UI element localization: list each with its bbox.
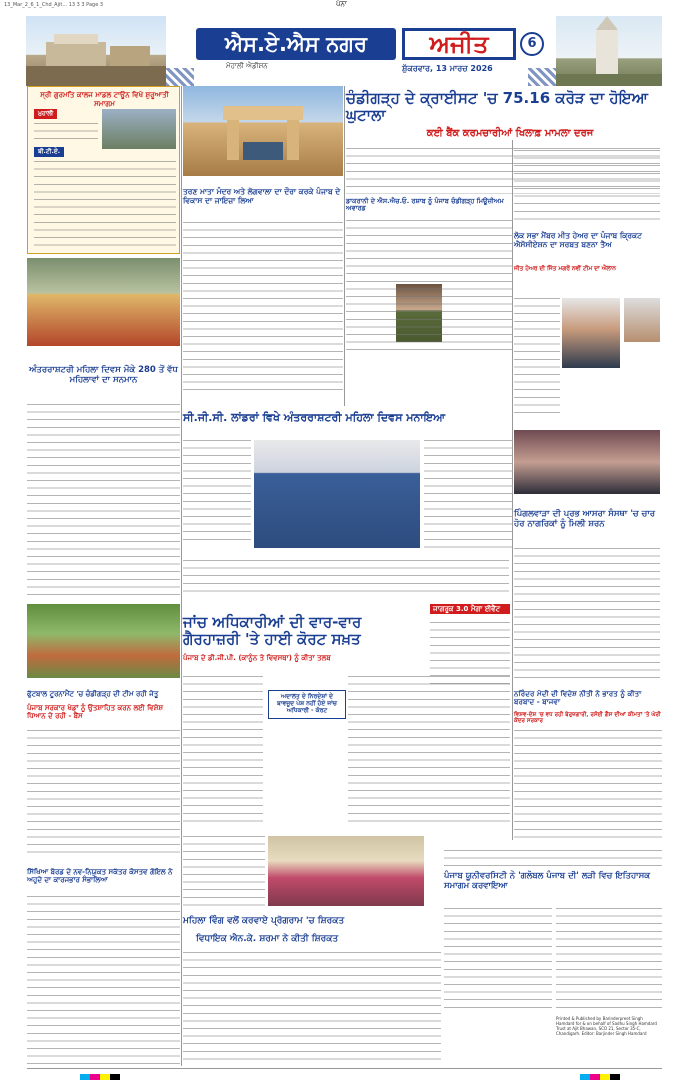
university-body [444,908,552,1012]
cgc-students-photo [254,440,420,548]
color-registration-bar-right [580,1074,620,1080]
color-registration-bar-left [80,1074,120,1080]
shelter-headline: ਪਿੰਗਲਵਾੜਾ ਦੀ ਪ੍ਰਭ ਆਸਰਾ ਸੰਸਥਾ 'ਚ ਚਾਰ ਹੋਰ ਨਾਗਰਿਕਾਂ ਨੂੰ ਮਿਲੀ ਸ਼ਰਨ [514,509,656,529]
inset-portrait-photo [624,298,660,342]
centre-body-text [183,222,343,394]
court-headline: ਜਾਂਚ ਅਧਿਕਾਰੀਆਂ ਦੀ ਵਾਰ-ਵਾਰ ਗੈਰਹਾਜ਼ਰੀ 'ਤੇ ਹਾਈ ਕੋਰਟ ਸਖ਼ਤ [183,613,362,649]
strip-page-label: ਪੰਨਾ [336,0,347,8]
education-headline: ਸਿੱਖਿਆ ਬੋਰਡ ਦੇ ਨਵ-ਨਿਯੁਕਤ ਸਕੱਤਰ ਕੋਸਤਵ ਗੋਇਲ ਨੇ ਅਹੁਦੇ ਦਾ ਕਾਰਜਭਾਰ ਸੰਭਾਲਿਆ [27,868,173,885]
modi-headline: ਨਰਿੰਦਰ ਮੋਦੀ ਦੀ ਵਿਦੇਸ਼ ਨੀਤੀ ਨੇ ਭਾਰਤ ਨੂੰ ਕੀਤਾ ਬਰਬਾਦ - ਬਾਜਵਾ [514,689,642,707]
modi-subhead: ਵਿਸ਼ਵ-ਦੇਸ਼ 'ਚ ਵਧ ਰਹੀ ਬੇਰੁਜ਼ਗਾਰੀ, ਰਸੋਈ ਗੈਸ ਦੀਆਂ ਕੀਮਤਾਂ 'ਤੇ ਘੇਰੀ ਕੇਂਦਰ ਸਰਕਾਰ [514,712,661,725]
football-team-photo [27,604,180,678]
cricket-body-text [514,298,560,418]
court-lead-text [183,560,509,594]
lead-subhead: ਕਈ ਬੈਂਕ ਕਰਮਚਾਰੀਆਂ ਖਿਲਾਫ਼ ਮਾਮਲਾ ਦਰਜ [426,128,594,139]
court-boxed-quote: ਅਦਾਲਤ ਦੇ ਨਿਰਦੇਸ਼ਾਂ ਦੇ ਬਾਵਜੂਦ ਪੇਸ਼ ਨਹੀਂ ਹੋਏ ਜਾਂਚ ਅਧਿਕਾਰੀ - ਕੋਰਟ [268,690,346,719]
group-felicitation-photo [27,258,180,346]
promo-text-lines-lower [34,161,176,249]
bottom-rule [27,1068,662,1069]
police-headline: ਡਾਕਰਾਨੀ ਦੇ ਐਸ.ਐਚ.ਓ. ਰਸ਼ਾਬ ਨੂੰ ਪੰਜਾਬ ਚੰਡੀਗੜ੍ਹ ਮਿਊਜ਼ੀਅਮ ਅਵਾਰਡ [346,197,504,213]
women-day-headline: ਅੰਤਰਰਾਸ਼ਟਰੀ ਮਹਿਲਾ ਦਿਵਸ ਮੌਕੇ 280 ਤੋਂ ਵੱਧ ਮਹਿਲਾਵਾਂ ਦਾ ਸਨਮਾਨ [29,365,178,385]
temple-photo-caption [183,178,343,185]
cricket-subhead: ਜੀਤ ਹੋਅਰ ਦੀ ਜਿੱਤ ਮਗਰੋਂ ਨਵੀਂ ਟੀਮ ਦਾ ਐਲਾਨ [514,266,616,272]
column-rule-2 [344,86,345,406]
page-number: 6 [520,32,544,56]
football-subhead: ਪੰਜਾਬ ਸਰਕਾਰ ਖੇਡਾਂ ਨੂੰ ਉਤਸ਼ਾਹਿਤ ਕਰਨ ਲਈ ਵਿਸ਼ੇਸ਼ ਧਿਆਨ ਦੇ ਰਹੀ - ਬੈਂਸ [27,704,164,721]
women-program-headline: ਮਹਿਲਾ ਵਿੰਗ ਵਲੋਂ ਕਰਵਾਏ ਪ੍ਰੋਗਰਾਮ 'ਚ ਸ਼ਿਰਕਤ [183,916,345,926]
pattern-left [166,68,194,86]
mp-portrait-photo [562,298,620,368]
shelter-body [514,548,660,678]
university-body-right [556,908,662,1012]
promo-text-lines [34,123,98,145]
gate-illustration [183,86,343,176]
masthead-photo-left [26,16,166,86]
promo-badge-secondary: ਬੀ.ਟੀ.ਏ. [34,147,64,157]
imprint: Printed & Published by Barinderpreet Singh Hamdard for & on behalf of Sadhu Singh Hamdard Trust at Ajit Bhawan, SCO 21, Sector 35-C, Chandigarh. Editor: Barjinder Singh Hamdard [556,1016,657,1036]
right-column-text [514,150,660,226]
shelter-residents-photo [514,430,660,494]
building-illustration [26,16,166,86]
church-illustration [556,16,662,86]
masthead-center [166,22,556,82]
mla-body [183,952,441,1064]
temple-gate-photo [183,86,343,176]
masthead-photo-right [556,16,662,86]
jagrook-tag: ਜਾਗਰੂਕ 3.0 ਮੈਗਾ ਈਵੈਂਟ [430,604,510,614]
promo-photo [102,109,176,149]
football-body [27,730,180,856]
university-headline: ਪੰਜਾਬ ਯੂਨੀਵਰਸਿਟੀ ਨੇ 'ਗਲੋਬਲ ਪੰਜਾਬ ਦੀ' ਲੜੀ ਵਿਚ ਇਤਿਹਾਸਕ ਸਮਾਗਮ ਕਰਵਾਇਆ [444,871,651,891]
football-headline: ਫੁੱਟਬਾਲ ਟੂਰਨਾਮੈਂਟ 'ਚ ਚੰਡੀਗੜ੍ਹ ਦੀ ਟੀਮ ਰਹੀ ਜੇਤੂ [27,690,159,698]
women-day-body [27,404,180,598]
file-label: 13_Mar_2_6_1_Chd_Ajit... 13 3 3 Page 3 [4,2,104,8]
court-subhead: ਪੰਜਾਬ ਦੇ ਡੀ.ਜੀ.ਪੀ. (ਕਾਨੂੰਨ ਤੇ ਵਿਵਸਥਾ) ਨੂੰ ਕੀਤਾ ਤਲਬ [183,654,331,662]
top-file-strip [0,0,687,12]
education-body [27,896,180,1064]
women-program-photo [268,836,424,906]
police-body-text [346,220,512,350]
promo-title: ਸ੍ਰੀ ਗੁਰਮਤਿ ਕਾਲਜ ਮਾਡਲ ਟਾਊਨ ਵਿਖੇ ਸ਼ੁਰੂਆਤੀ ਸਮਾਗਮ [40,91,169,108]
mla-headline: ਵਿਧਾਇਕ ਐਨ.ਕੇ. ਸ਼ਰਮਾ ਨੇ ਕੀਤੀ ਸ਼ਿਰਕਤ [196,934,339,944]
masthead [26,16,662,86]
edition-label: ਮੋਹਾਲੀ ਐਡੀਸ਼ਨ [226,62,268,70]
left-promo-box [27,86,180,254]
dateline: ਸ਼ੁੱਕਰਵਾਰ, 13 ਮਾਰਚ 2026 [402,64,493,73]
column-rule-1 [181,86,182,1066]
lead-headline: ਚੰਡੀਗੜ੍ਹ ਦੇ ਕ੍ਰਾਈਸਟ 'ਚ 75.16 ਕਰੋੜ ਦਾ ਹੋਇਆ ਘੁਟਾਲਾ [346,89,648,125]
city-name: ਐਸ.ਏ.ਐਸ ਨਗਰ [196,28,396,60]
paper-name: ਅਜੀਤ [402,28,516,60]
court-body-left [183,676,263,822]
university-lead-text [444,850,662,870]
cricket-headline: ਲੋਕ ਸਭਾ ਮੈਂਬਰ ਮੀਤ ਹੇਅਰ ਦਾ ਪੰਜਾਬ ਕ੍ਰਿਕਟ ਐਸੋਸੀਏਸ਼ਨ ਦਾ ਸਰਬਤ ਬਣਨਾ ਤੈਅ [514,231,642,249]
promo-badge: ਮੁਹਾਲੀ [34,109,57,119]
temple-headline: ਤਰਣ ਮਾਤਾ ਮੰਦਰ ਅਤੇ ਲੋਗਵਾਲਾ ਦਾ ਦੌਰਾ ਕਰਕੇ ਪੰਜਾਬ ਦੇ ਵਿਕਾਸ ਦਾ ਜਾਇਜ਼ਾ ਲਿਆ [183,187,341,205]
women-program-side-text [183,836,265,908]
pattern-right [528,68,556,86]
cgc-body-left [183,440,251,546]
modi-body [514,730,662,838]
cgc-headline: ਸੀ.ਜੀ.ਸੀ. ਲਾਂਡਰਾਂ ਵਿਖੇ ਅੰਤਰਰਾਸ਼ਟਰੀ ਮਹਿਲਾ ਦਿਵਸ ਮਨਾਇਆ [183,411,446,424]
court-body-right [348,676,510,822]
cgc-body-right [424,440,512,548]
column-rule-3 [512,140,513,840]
